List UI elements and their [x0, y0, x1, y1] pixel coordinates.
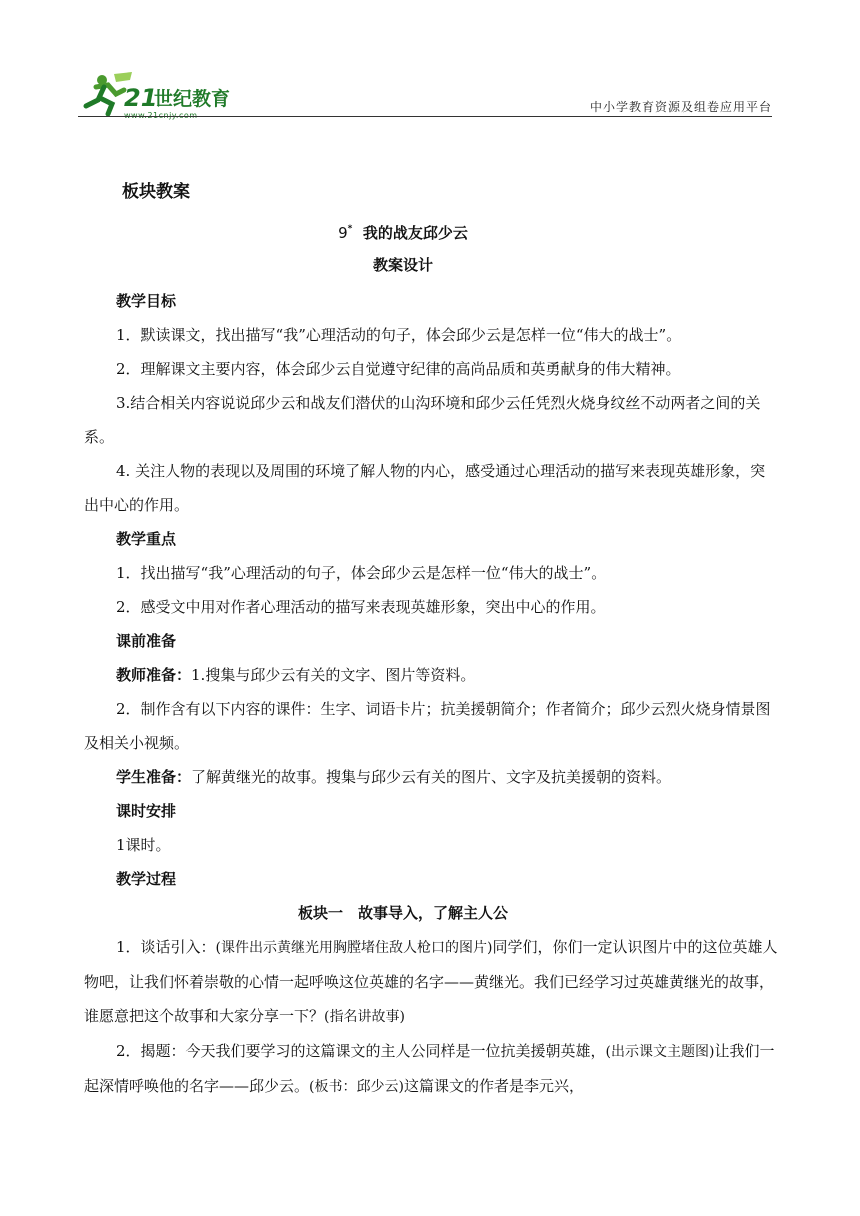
- step-2-board-note: (板书：邱少云): [309, 1079, 404, 1095]
- teacher-prep-label: 教师准备：: [116, 666, 192, 684]
- student-prep: [116, 760, 780, 794]
- lesson-number: 9: [338, 224, 348, 242]
- goal-3: 3.结合相关内容说说邱少云和战友们潜伏的山沟环境和邱少云任凭烈火烧身纹丝不动两者之间的关系。: [84, 394, 761, 446]
- lesson-title-line: [26, 218, 780, 248]
- step-1-instruction: (指名讲故事): [324, 1009, 405, 1025]
- schedule-heading: 课时安排: [116, 802, 177, 820]
- document-body: [84, 176, 780, 1104]
- student-prep-text: 了解黄继光的故事。搜集与邱少云有关的图片、文字及抗美援朝的资料。: [191, 768, 672, 786]
- step-2-note: (出示课文主题图): [605, 1044, 715, 1060]
- step-1-body: 同学们，你们一定认识图片中的这位英雄人物吧，让我们怀着崇敬的心情一起呼唤这位英雄的名字——黄继光。我们已经学习过英雄黄继光的故事，谁愿意把这个故事和大家分享一下？: [84, 938, 778, 1025]
- goals-heading: 教学目标: [116, 292, 177, 310]
- teacher-prep-item-1: 1.搜集与邱少云有关的文字、图片等资料。: [191, 666, 476, 684]
- logo: [78, 70, 258, 120]
- header-divider: [78, 116, 772, 117]
- preparation-heading: 课前准备: [116, 632, 177, 650]
- svg-text:世纪教育: 世纪教育: [154, 88, 231, 110]
- svg-text:21: 21: [124, 84, 158, 112]
- key-point-2: 2．感受文中用对作者心理活动的描写来表现英雄形象，突出中心的作用。: [116, 598, 606, 616]
- subtitle: 教案设计: [372, 256, 433, 274]
- step-2-body: 让我们一起深情呼唤他的名字——邱少云。: [84, 1042, 775, 1095]
- key-points-heading: 教学重点: [116, 530, 177, 548]
- teacher-prep: [116, 658, 780, 692]
- page-header: [78, 62, 772, 118]
- schedule-text: 1课时。: [116, 836, 171, 854]
- step-2-lead: 2．揭题：今天我们要学习的这篇课文的主人公同样是一位抗美援朝英雄，: [116, 1042, 606, 1060]
- step-2: [84, 1034, 780, 1104]
- section-label: 板块教案: [122, 182, 190, 202]
- teacher-prep-item-2: 2．制作含有以下内容的课件：生字、词语卡片；抗美援朝简介；作者简介；邱少云烈火烧身情景图及相关小视频。: [84, 700, 771, 752]
- step-1-note: (课件出示黄继光用胸膛堵住敌人枪口的图片): [215, 940, 493, 956]
- runner-logo-icon: [78, 70, 258, 120]
- goal-2: 2．理解课文主要内容，体会邱少云自觉遵守纪律的高尚品质和英勇献身的伟大精神。: [116, 360, 681, 378]
- process-heading: 教学过程: [116, 870, 177, 888]
- step-2-tail: 这篇课文的作者是李元兴，: [403, 1077, 584, 1095]
- block-1-title: 板块一 故事导入，了解主人公: [297, 904, 508, 922]
- goal-4: 4. 关注人物的表现以及周围的环境了解人物的内心，感受通过心理活动的描写来表现英雄形象，突出中心的作用。: [84, 462, 766, 514]
- goal-1: 1．默读课文，找出描写“我”心理活动的句子，体会邱少云是怎样一位“伟大的战士”。: [116, 326, 682, 344]
- platform-name: 中小学教育资源及组卷应用平台: [589, 100, 772, 114]
- step-1-lead: 1．谈话引入：: [116, 938, 216, 956]
- key-point-1: 1．找出描写“我”心理活动的句子，体会邱少云是怎样一位“伟大的战士”。: [116, 564, 607, 582]
- lesson-title: 我的战友邱少云: [362, 224, 468, 242]
- student-prep-label: 学生准备：: [116, 768, 192, 786]
- step-1: [84, 930, 780, 1034]
- lesson-mark: *: [347, 224, 353, 234]
